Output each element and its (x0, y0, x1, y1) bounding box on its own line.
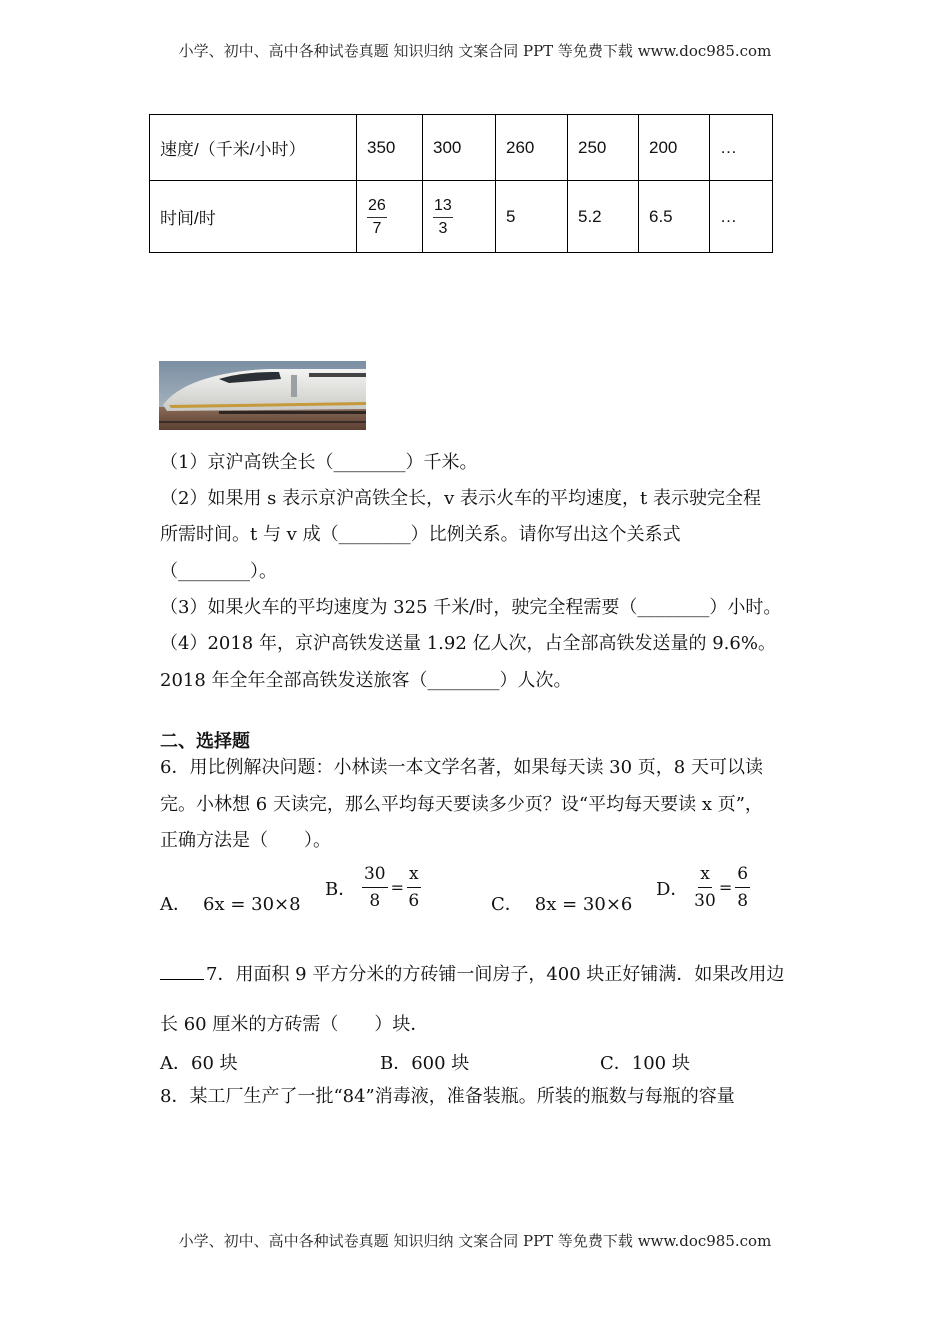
q6-option-c[interactable]: C． 8x = 30×6 (491, 894, 633, 915)
fraction: $\frac{x}{6}$ (408, 864, 420, 912)
speed-time-table (149, 114, 773, 253)
q6-line2: 完。小林想 6 天读完，那么平均每天要读多少页？设“平均每天要读 x 页”， (160, 794, 763, 815)
q8-line1: 8．某工厂生产了一批“84”消毒液，准备装瓶。所装的瓶数与每瓶的容量 (160, 1086, 735, 1107)
q6-option-d[interactable]: D． $\frac{x}{30}$ = $\frac{6}{8}$ (656, 864, 749, 912)
q6-line3: 正确方法是（ ）。 (160, 830, 331, 851)
fraction: $\frac{6}{8}$ (737, 864, 749, 912)
table-cell (423, 181, 496, 253)
row-label-speed: 速度/（千米/小时） (150, 115, 357, 181)
table-cell: 6.5 (639, 181, 710, 253)
q7-line1: 7．用面积 9 平方分米的方砖铺一间房子，400 块正好铺满．如果改用边 (160, 963, 784, 987)
row-label-time: 时间/时 (150, 181, 357, 253)
fraction: $\frac{30}{8}$ (363, 864, 386, 912)
q6-option-b[interactable]: B． $\frac{30}{8}$ = $\frac{x}{6}$ (325, 864, 420, 912)
question-2-line3: （________）。 (160, 561, 277, 582)
fraction: $\frac{x}{30}$ (694, 864, 716, 912)
table-cell: 250 (568, 115, 639, 181)
question-1: （1）京沪高铁全长（________）千米。 (160, 452, 478, 473)
q7-option-a[interactable]: A．60 块 (160, 1053, 238, 1074)
table-cell: 350 (357, 115, 423, 181)
q6-option-a[interactable]: A． 6x = 30×8 (160, 894, 301, 915)
q7-line2: 长 60 厘米的方砖需（ ）块． (160, 1014, 429, 1035)
question-4-line2: 2018 年全年全部高铁发送旅客（________）人次。 (160, 670, 572, 691)
table-cell: 200 (639, 115, 710, 181)
table-row (150, 181, 773, 253)
table-cell: 5 (496, 181, 568, 253)
table-cell (357, 181, 423, 253)
fraction-26-7: $\frac{26}{7}$ (368, 196, 386, 237)
blank-underline (160, 967, 204, 980)
question-3: （3）如果火车的平均速度为 325 千米/时，驶完全程需要（________）小时。 (160, 597, 782, 618)
table-cell: 300 (423, 115, 496, 181)
table-cell: 260 (496, 115, 568, 181)
section-title: 二、选择题 (160, 731, 250, 752)
page-header: 小学、初中、高中各种试卷真题 知识归纳 文案合同 PPT 等免费下载 www.doc985.com (178, 42, 772, 60)
q7-option-b[interactable]: B．600 块 (380, 1053, 470, 1074)
table-cell: … (710, 115, 773, 181)
question-4-line1: （4）2018 年，京沪高铁发送量 1.92 亿人次，占全部高铁发送量的 9.6%。 (160, 633, 776, 654)
question-2-line2: 所需时间。t 与 v 成（________）比例关系。请你写出这个关系式 (160, 524, 681, 545)
high-speed-train-photo (159, 361, 366, 430)
page-footer: 小学、初中、高中各种试卷真题 知识归纳 文案合同 PPT 等免费下载 www.doc985.com (178, 1232, 772, 1250)
table-row (150, 115, 773, 181)
table-cell: … (710, 181, 773, 253)
fraction-13-3: $\frac{13}{3}$ (434, 196, 452, 237)
table-cell: 5.2 (568, 181, 639, 253)
q7-option-c[interactable]: C．100 块 (600, 1053, 690, 1074)
q6-line1: 6．用比例解决问题：小林读一本文学名著，如果每天读 30 页，8 天可以读 (160, 757, 763, 778)
question-2-line1: （2）如果用 s 表示京沪高铁全长，v 表示火车的平均速度，t 表示驶完全程 (160, 488, 761, 509)
